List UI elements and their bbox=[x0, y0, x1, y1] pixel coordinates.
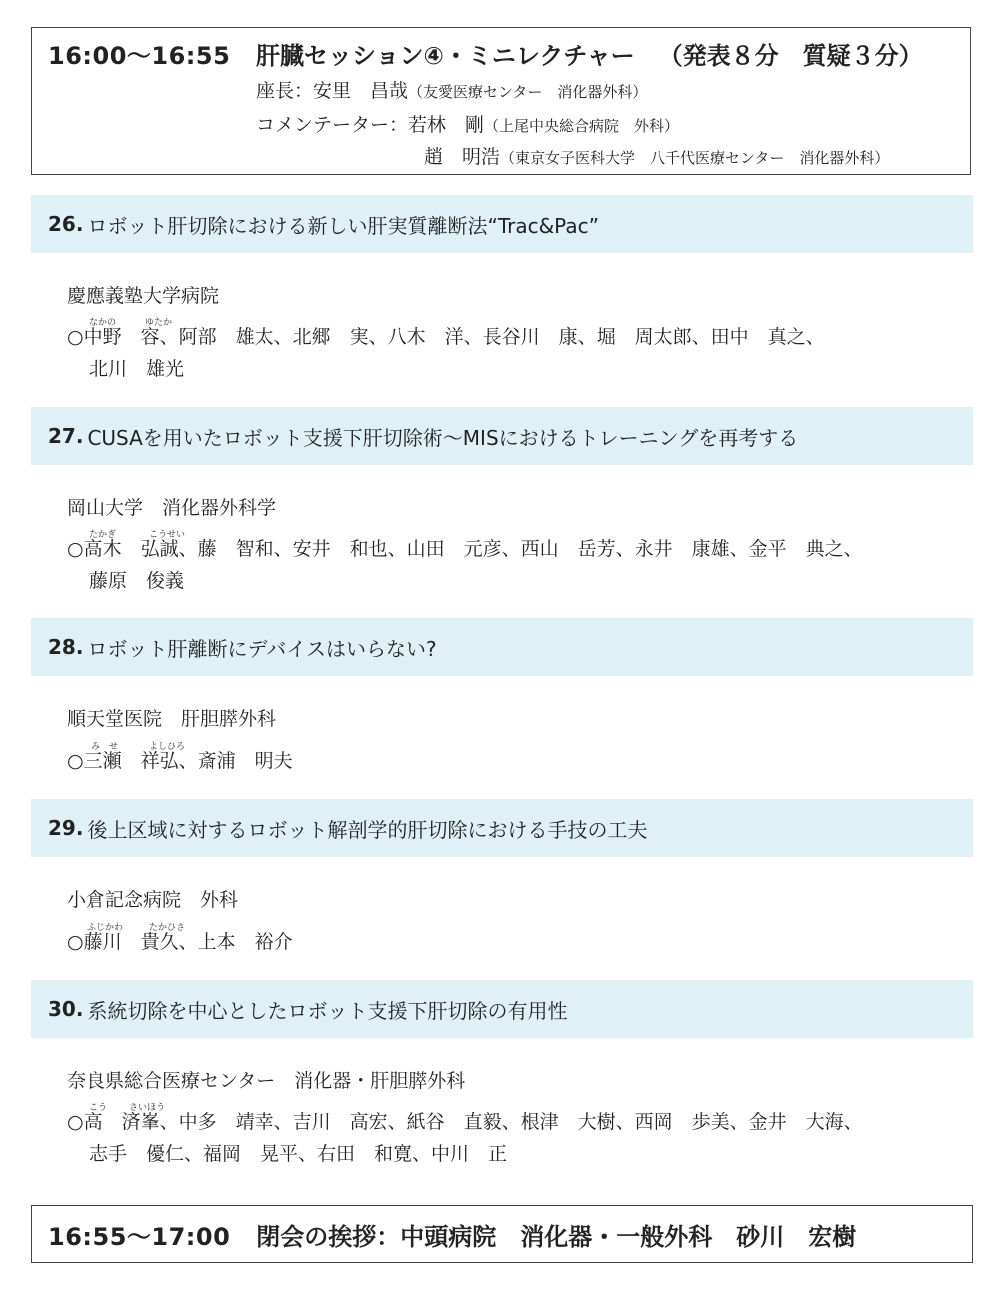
abstract-institution: 小倉記念病院 外科 bbox=[67, 889, 239, 911]
abstract-title-bar bbox=[31, 195, 973, 253]
abstract-title: ロボット肝切除における新しい肝実質離断法“Trac&Pac” bbox=[87, 213, 599, 238]
commentator-1-name: 若林 剛 bbox=[408, 114, 485, 136]
author-ruby: こう bbox=[89, 1103, 108, 1113]
closing-time: 16:55〜17:00 bbox=[48, 1222, 231, 1251]
abstract-institution: 慶應義塾大学病院 bbox=[67, 285, 220, 307]
abstract-title-bar bbox=[31, 980, 973, 1038]
session-time: 16:00〜16:55 bbox=[48, 42, 231, 70]
authors-line-1: ○三瀬 祥弘、斎浦 明夫 bbox=[67, 750, 293, 772]
abstract-title: 系統切除を中心としたロボット支援下肝切除の有用性 bbox=[87, 998, 568, 1023]
abstract-title: 後上区域に対するロボット解剖学的肝切除における手技の工夫 bbox=[87, 817, 648, 842]
authors-line-2: 志手 優仁、福岡 晃平、右田 和寛、中川 正 bbox=[89, 1143, 508, 1165]
commentator-1-affiliation: （上尾中央総合病院 外科） bbox=[484, 117, 680, 135]
abstract-number: 26. bbox=[48, 212, 84, 236]
abstract-number: 30. bbox=[48, 997, 84, 1021]
chair-name: 安里 昌哉 bbox=[313, 80, 409, 102]
author-ruby: なかの bbox=[89, 318, 117, 328]
authors-line-1: ○高木 弘誠、藤 智和、安井 和也、山田 元彦、西山 岳芳、永井 康雄、金平 典之、 bbox=[67, 538, 863, 560]
abstract-title-bar bbox=[31, 799, 973, 857]
commentator-line-1 bbox=[256, 110, 679, 137]
abstract-title-bar bbox=[31, 407, 973, 465]
author-ruby: こうせい bbox=[149, 530, 186, 540]
abstract-institution: 順天堂医院 肝胆膵外科 bbox=[67, 708, 277, 730]
authors-line-2: 北川 雄光 bbox=[89, 358, 185, 380]
authors-line-1: ○高 済峯、中多 靖幸、吉川 高宏、紙谷 直毅、根津 大樹、西岡 歩美、金井 大海、 bbox=[67, 1111, 863, 1133]
authors-row bbox=[67, 923, 293, 958]
closing-text: 閉会の挨拶：中頭病院 消化器・一般外科 砂川 宏樹 bbox=[256, 1222, 857, 1251]
authors-row bbox=[67, 530, 863, 565]
chair-label: 座長： bbox=[256, 80, 314, 102]
closing-remarks bbox=[31, 1205, 973, 1263]
authors-line-1: ○中野 容、阿部 雄太、北郷 実、八木 洋、長谷川 康、堀 周太郎、田中 真之、 bbox=[67, 326, 825, 348]
chair-affiliation: （友愛医療センター 消化器外科） bbox=[408, 83, 648, 101]
session-title bbox=[256, 36, 923, 71]
abstract-authors bbox=[67, 1103, 863, 1170]
abstract-institution: 岡山大学 消化器外科学 bbox=[67, 497, 277, 519]
author-ruby: たかひさ bbox=[149, 923, 186, 933]
authors-row bbox=[67, 742, 293, 777]
author-ruby: たかぎ bbox=[89, 530, 117, 540]
author-ruby: よしひろ bbox=[149, 742, 186, 752]
author-ruby: み せ bbox=[91, 742, 119, 752]
author-ruby: ふじかわ bbox=[87, 923, 124, 933]
authors-line-2: 藤原 俊義 bbox=[89, 570, 185, 592]
session-note: （発表８分 質疑３分） bbox=[658, 42, 923, 70]
commentator-label: コメンテーター： bbox=[256, 114, 409, 136]
abstract-title-bar bbox=[31, 618, 973, 676]
authors-row bbox=[67, 1138, 863, 1170]
abstract-number: 28. bbox=[48, 635, 84, 659]
author-ruby: さいほう bbox=[129, 1103, 166, 1113]
commentator-2-affiliation: （東京女子医科大学 八千代医療センター 消化器外科） bbox=[500, 149, 890, 167]
authors-row bbox=[67, 565, 863, 597]
commentator-2-name: 趙 明浩 bbox=[424, 146, 501, 168]
authors-line-1: ○藤川 貴久、上本 裕介 bbox=[67, 931, 293, 953]
abstract-institution: 奈良県総合医療センター 消化器・肝胆膵外科 bbox=[67, 1070, 466, 1092]
authors-row bbox=[67, 353, 825, 385]
chair-line bbox=[256, 76, 647, 103]
abstract-number: 27. bbox=[48, 424, 84, 448]
session-title-text: 肝臓セッション④・ミニレクチャー bbox=[256, 42, 635, 70]
abstract-authors bbox=[67, 318, 825, 385]
commentator-line-2 bbox=[424, 142, 889, 169]
author-ruby: ゆたか bbox=[145, 318, 173, 328]
abstract-authors bbox=[67, 923, 293, 958]
authors-row bbox=[67, 1103, 863, 1138]
abstract-title: ロボット肝離断にデバイスはいらない? bbox=[87, 636, 437, 661]
abstract-authors bbox=[67, 530, 863, 597]
abstract-number: 29. bbox=[48, 816, 84, 840]
authors-row bbox=[67, 318, 825, 353]
session-header bbox=[31, 27, 971, 175]
abstract-title: CUSAを用いたロボット支援下肝切除術〜MISにおけるトレーニングを再考する bbox=[87, 425, 799, 450]
abstract-authors bbox=[67, 742, 293, 777]
